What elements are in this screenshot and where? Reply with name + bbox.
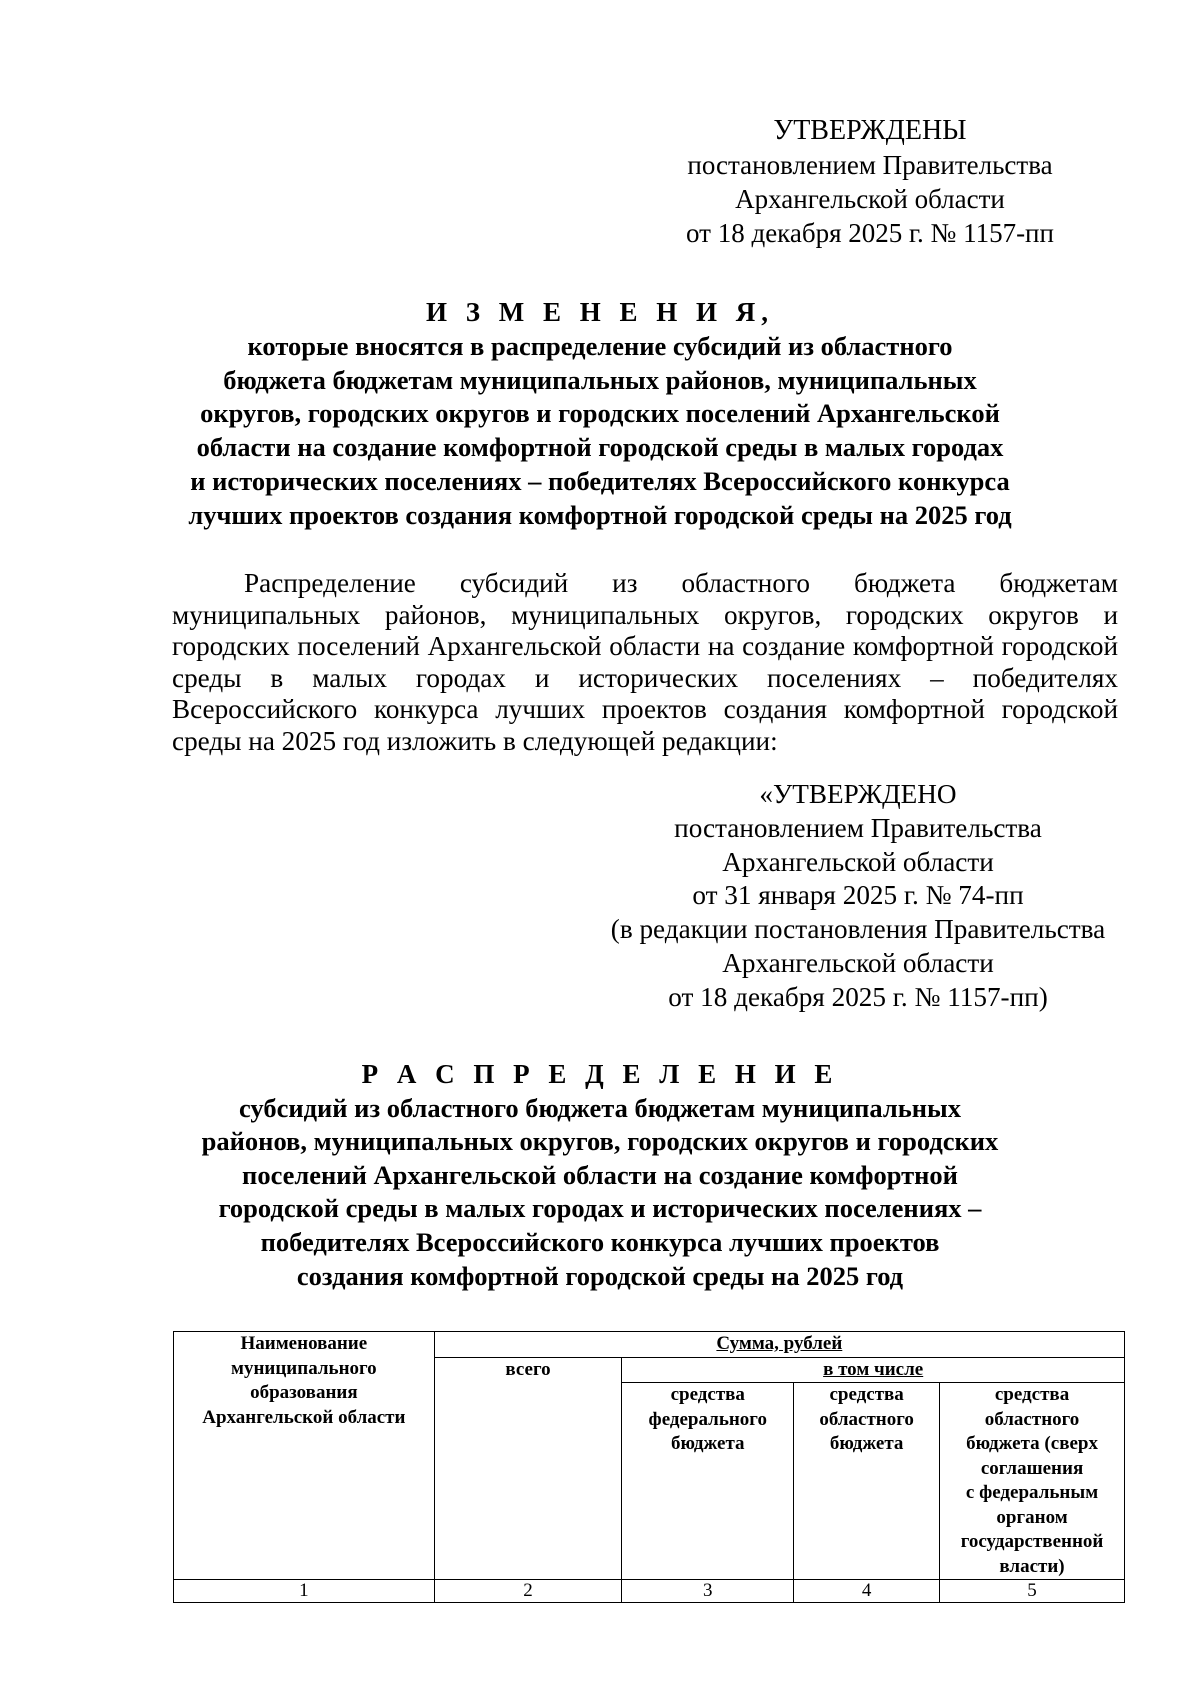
distribution-title xyxy=(150,1058,1050,1293)
approval-line: постановлением Правительства xyxy=(687,150,1053,180)
title-line: и исторических поселениях – победителях Всероссийского конкурса xyxy=(190,465,1010,496)
header-text: государственной xyxy=(960,1531,1104,1552)
header-regional xyxy=(794,1383,940,1580)
header-total: всего xyxy=(434,1357,622,1580)
header-text: власти) xyxy=(999,1555,1065,1577)
header-text: Архангельской области xyxy=(202,1406,406,1428)
column-number: 2 xyxy=(434,1580,622,1603)
approval-line: от 18 декабря 2025 г. № 1157-пп xyxy=(686,218,1054,248)
header-text: средства xyxy=(994,1384,1070,1405)
approval-head: УТВЕРЖДЕНЫ xyxy=(773,115,967,146)
body-paragraph: Распределение субсидий из областного бюджета бюджетам муниципальных районов, муниципальных округов, городских округов и городских поселений Архангельской области на создание комфортной городской среды в малых городах и исторических поселениях – победителях Всероссийского конкурса лучших проектов создания комфортной городской среды на 2025 год изложить в следующей редакции: xyxy=(172,568,1118,756)
header-text: федерального xyxy=(648,1408,767,1430)
approval-head: «УТВЕРЖДЕНО xyxy=(759,779,957,809)
title-line: бюджета бюджетам муниципальных районов, муниципальных xyxy=(223,364,977,395)
header-text: областного xyxy=(984,1408,1080,1430)
header-text: образования xyxy=(250,1382,358,1403)
title-line: которые вносятся в распределение субсидий из областного xyxy=(247,330,953,361)
column-number-row xyxy=(174,1580,1125,1603)
header-sum: Сумма, рублей xyxy=(434,1332,1124,1358)
header-municipality xyxy=(174,1332,435,1580)
title-line: лучших проектов создания комфортной городской среды на 2025 год xyxy=(188,499,1012,530)
title-line: субсидий из областного бюджета бюджетам муниципальных xyxy=(239,1092,961,1123)
header-including: в том числе xyxy=(622,1357,1125,1383)
title-line: районов, муниципальных округов, городских округов и городских xyxy=(201,1126,999,1157)
title-line: области на создание комфортной городской среды в малых городах xyxy=(196,432,1004,463)
header-text: средства xyxy=(670,1384,745,1405)
approval-line: от 31 января 2025 г. № 74-пп xyxy=(692,880,1024,911)
approval-line: от 18 декабря 2025 г. № 1157-пп) xyxy=(668,981,1048,1012)
header-text: Наименование xyxy=(240,1333,368,1354)
distribution-heading: Р А С П Р Е Д Е Л Е Н И Е xyxy=(361,1059,839,1089)
distribution-table xyxy=(173,1331,1125,1603)
table-header-row xyxy=(174,1332,1125,1358)
approval-line: Архангельской области xyxy=(722,846,994,877)
header-text: средства xyxy=(829,1384,904,1405)
title-line: создания комфортной городской среды на 2025 год xyxy=(296,1260,904,1291)
header-text: органом xyxy=(996,1506,1068,1528)
approval-stamp-quoted xyxy=(598,778,1118,1015)
column-number: 1 xyxy=(174,1580,435,1603)
approval-line: Архангельской области xyxy=(735,184,1005,214)
approval-line: Архангельской области xyxy=(722,947,994,978)
header-text: бюджета xyxy=(829,1433,904,1454)
header-text: с федеральным xyxy=(965,1482,1099,1503)
header-federal xyxy=(622,1383,794,1580)
approval-stamp xyxy=(660,114,1080,250)
title-line: победителях Всероссийского конкурса лучших проектов xyxy=(260,1226,940,1257)
header-text: областного xyxy=(819,1408,914,1430)
column-number: 5 xyxy=(940,1580,1125,1603)
header-text: муниципального xyxy=(231,1357,377,1379)
header-text: бюджета (сверх xyxy=(966,1433,1098,1454)
approval-line: (в редакции постановления Правительства xyxy=(610,914,1106,945)
header-text: соглашения xyxy=(980,1457,1084,1479)
column-number: 4 xyxy=(794,1580,940,1603)
title-line: поселений Архангельской области на создание комфортной xyxy=(242,1159,958,1190)
header-regional-extra xyxy=(940,1383,1125,1580)
changes-heading: И З М Е Н Е Н И Я, xyxy=(425,297,774,327)
column-number: 3 xyxy=(622,1580,794,1603)
changes-title xyxy=(150,296,1050,533)
title-line: округов, городских округов и городских поселений Архангельской xyxy=(200,398,1000,429)
header-text: бюджета xyxy=(670,1433,745,1454)
title-line: городской среды в малых городах и исторических поселениях – xyxy=(218,1193,982,1224)
approval-line: постановлением Правительства xyxy=(674,812,1042,843)
